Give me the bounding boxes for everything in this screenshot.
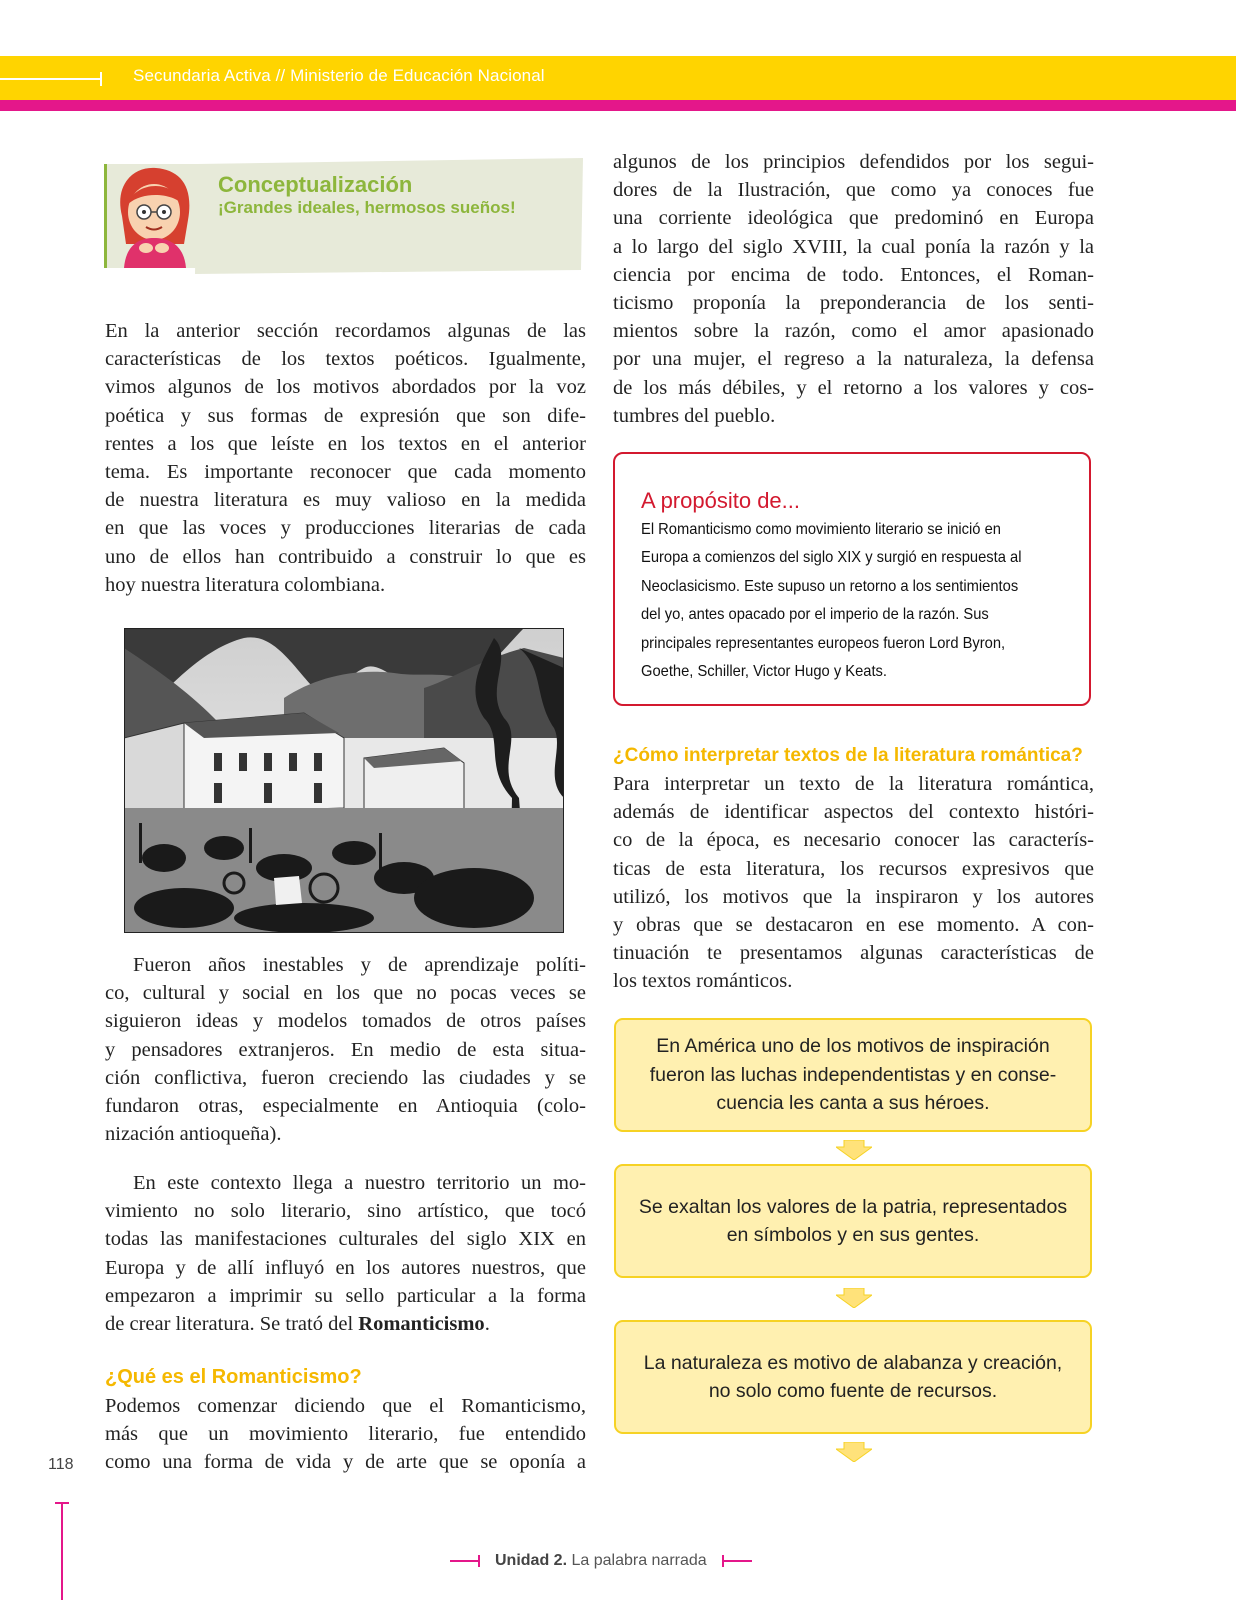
text-line: del yo, antes opacado por el imperio de la razón. Sus — [641, 606, 989, 624]
down-arrow-icon — [836, 1442, 872, 1462]
text-line: de nuestra literatura es muy valioso en la medida — [105, 489, 586, 512]
text-line: como una forma de vida y de arte que se oponía a — [105, 1451, 586, 1474]
text-line: los textos románticos. — [613, 970, 793, 993]
header-title: Secundaria Activa // Ministerio de Educación Nacional — [133, 66, 545, 85]
text-line: características de los textos poéticos. Igualmente, — [105, 348, 586, 371]
romanticismo-term: Romanticismo — [358, 1313, 485, 1336]
text-line: En este contexto llega a nuestro territorio un mo- — [133, 1172, 586, 1194]
text-line: El Romanticismo como movimiento literario se inició en — [641, 521, 1001, 538]
right-intro-paragraph — [613, 148, 1094, 430]
text-line: ticas de esta literatura, los recursos expresivos que — [613, 857, 1094, 880]
text-line: de los más débiles, y el retorno a los valores y cos- — [613, 376, 1094, 399]
text-line: dores de la Ilustración, que como ya conoces fue — [613, 179, 1094, 202]
text-line: fundaron otras, especialmente en Antioquia (colo- — [105, 1095, 586, 1118]
text-line: En la anterior sección recordamos algunas de las — [105, 320, 586, 342]
text-line: ciencia por encima de todo. Entonces, el Roman- — [613, 263, 1094, 286]
aproposito-title: A propósito de... — [641, 488, 800, 513]
concept-title: Conceptualización — [218, 172, 413, 197]
context-paragraph — [105, 951, 586, 1148]
text-line: co, cultural y social en los que no pocas veces se — [105, 982, 586, 1005]
text-line: vimiento no solo literario, sino artístico, que tocó — [105, 1200, 586, 1223]
header-accent-stripe — [0, 100, 1236, 111]
text-line: uno de ellos han contribuido a construir lo que es — [105, 545, 586, 568]
text-line: Para interpretar un texto de la literatura romántica, — [613, 773, 1094, 795]
header-rule — [0, 78, 100, 80]
text-line — [105, 1310, 586, 1338]
text-line: y obras que se destacaron en ese momento. A con- — [613, 914, 1094, 937]
historic-town-square-engraving — [124, 628, 564, 933]
characteristic-box-naturaleza — [614, 1320, 1092, 1434]
text-line: mientos sobre la razón, como el amor apasionado — [613, 320, 1094, 343]
text-line: utilizó, los motivos que la inspiraron y los autores — [613, 885, 1094, 908]
footer-rule-right-cap — [722, 1555, 724, 1567]
footer-rule-left-cap — [478, 1555, 480, 1567]
girl-with-glasses-icon — [104, 164, 204, 268]
text-line: poética y sus formas de expresión que son dife- — [105, 404, 586, 427]
text-line: no solo como fuente de recursos. — [708, 1380, 998, 1402]
text-line: Europa y de allí influyó en los autores nuestros, que — [105, 1256, 586, 1279]
characteristic-box-heroes — [614, 1018, 1092, 1132]
unit-number: Unidad 2. — [495, 1552, 568, 1569]
left-margin-rule-cap — [55, 1502, 69, 1504]
characteristic-box-patria — [614, 1164, 1092, 1278]
text-line: en símbolos y en sus gentes. — [726, 1224, 980, 1246]
text-line: rentes a los que leíste en los textos en el anterior — [105, 432, 586, 455]
text-line: además de identificar aspectos del contexto históri- — [613, 801, 1094, 824]
romanticism-definition-paragraph — [105, 1392, 586, 1477]
text-line: La naturaleza es motivo de alabanza y creación, — [643, 1351, 1063, 1374]
text-fragment: . — [484, 1313, 490, 1336]
interpretation-paragraph — [613, 770, 1094, 996]
down-arrow-icon — [836, 1288, 872, 1308]
text-line: ción conflictiva, fueron creciendo las ciudades y se — [105, 1066, 586, 1089]
concept-subtitle: ¡Grandes ideales, hermosos sueños! — [218, 198, 516, 217]
left-margin-rule — [61, 1503, 63, 1600]
text-line: ticismo proponía la preponderancia de los senti- — [613, 292, 1094, 315]
page-number: 118 — [48, 1456, 74, 1473]
text-line: en que las voces y producciones literarias de cada — [105, 517, 586, 540]
intro-paragraph — [105, 317, 586, 599]
text-line: Fueron años inestables y de aprendizaje políti- — [133, 954, 586, 976]
text-line: Podemos comenzar diciendo que el Romanticismo, — [105, 1395, 586, 1417]
unit-title: La palabra narrada — [571, 1552, 707, 1569]
text-line: a lo largo del siglo XVIII, la cual ponía la razón y la — [613, 235, 1094, 258]
text-line: hoy nuestra literatura colombiana. — [105, 573, 386, 596]
text-line: tema. Es importante reconocer que cada momento — [105, 461, 586, 484]
text-line: co de la época, es necesario conocer las caracterís- — [613, 829, 1094, 852]
text-line: Se exaltan los valores de la patria, representados — [638, 1195, 1068, 1218]
footer-rule-left — [450, 1560, 480, 1562]
text-line: siguieron ideas y modelos tomados de otros países — [105, 1010, 586, 1033]
text-line: empezaron a imprimir su sello particular a la forma — [105, 1284, 586, 1307]
section-heading-romanticismo: ¿Qué es el Romanticismo? — [105, 1366, 362, 1388]
text-line: principales representantes europeos fueron Lord Byron, — [641, 634, 1006, 652]
text-line: Europa a comienzos del siglo XIX y surgió en respuesta al — [641, 549, 1022, 567]
text-line: Goethe, Schiller, Victor Hugo y Keats. — [641, 663, 888, 681]
footer-unit-label — [495, 1552, 707, 1570]
text-line: nización antioqueña). — [105, 1123, 282, 1146]
text-line: algunos de los principios defendidos por los segui- — [613, 151, 1094, 173]
romanticism-arrival-paragraph — [105, 1169, 586, 1338]
text-line: cuencia les canta a sus héroes. — [716, 1092, 990, 1115]
text-fragment: de crear literatura. Se trató del — [105, 1313, 359, 1336]
text-line: por una mujer, el regreso a la naturaleza, la defensa — [613, 348, 1094, 371]
header-rule-cap — [100, 72, 102, 86]
text-line: Neoclasicismo. Este supuso un retorno a los sentimientos — [641, 577, 1019, 595]
footer-rule-right — [722, 1560, 752, 1562]
text-line: vimos algunos de los motivos abordados por la voz — [105, 376, 586, 399]
text-line: En América uno de los motivos de inspiración — [656, 1035, 1050, 1058]
down-arrow-icon — [836, 1140, 872, 1160]
text-line: tinuación te presentamos algunas características de — [613, 942, 1094, 965]
text-line: todas las manifestaciones culturales del siglo XIX en — [105, 1228, 586, 1251]
text-line: tumbres del pueblo. — [613, 404, 776, 427]
text-line: más que un movimiento literario, fue entendido — [105, 1423, 586, 1446]
text-line: una corriente ideológica que predominó en Europa — [613, 207, 1094, 230]
aproposito-text — [641, 516, 1081, 686]
text-line: fueron las luchas independentistas y en conse- — [649, 1063, 1057, 1086]
text-line: y pensadores extranjeros. En medio de esta situa- — [105, 1038, 586, 1061]
section-heading-interpretar: ¿Cómo interpretar textos de la literatura romántica? — [613, 745, 1083, 766]
